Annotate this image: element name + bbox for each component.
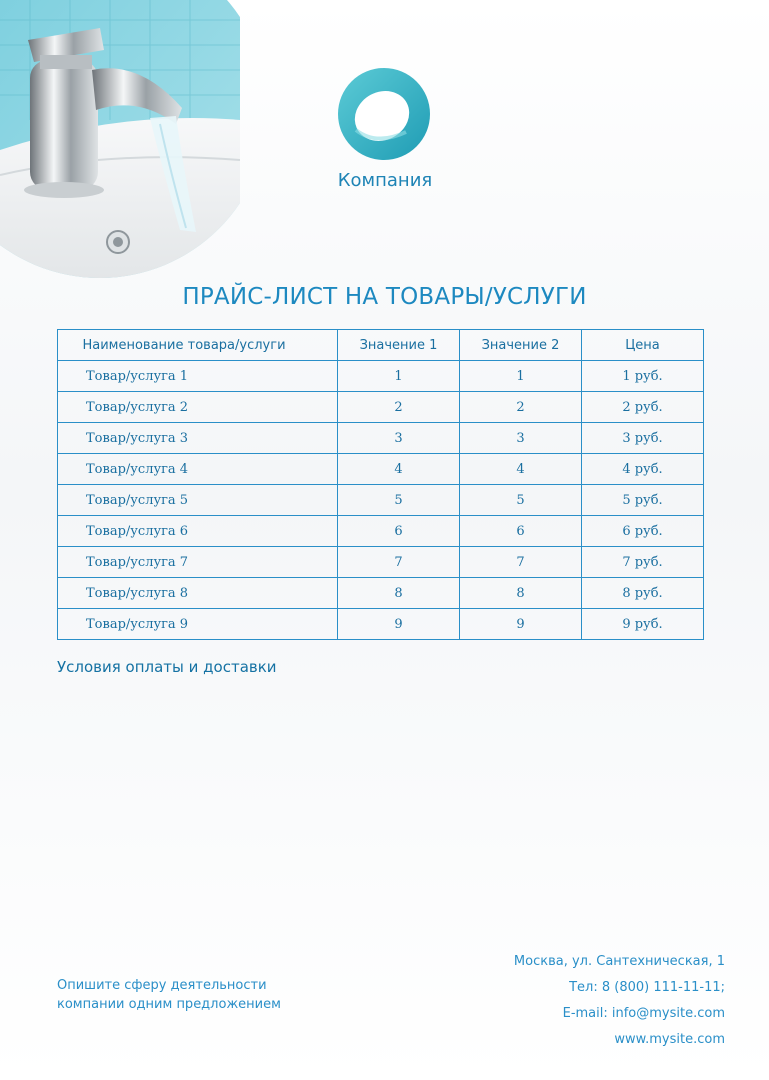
item-price: 9 руб. — [582, 609, 704, 640]
company-tagline — [57, 976, 337, 1014]
item-price: 2 руб. — [582, 392, 704, 423]
item-value1: 4 — [338, 454, 460, 485]
item-price: 4 руб. — [582, 454, 704, 485]
table-row — [58, 361, 704, 392]
item-value2: 9 — [460, 609, 582, 640]
item-name: Товар/услуга 9 — [58, 609, 338, 640]
item-name: Товар/услуга 5 — [58, 485, 338, 516]
table-row — [58, 485, 704, 516]
item-value2: 8 — [460, 578, 582, 609]
payment-delivery-heading: Условия оплаты и доставки — [57, 658, 277, 676]
column-header-value1: Значение 1 — [338, 330, 460, 361]
item-value2: 7 — [460, 547, 582, 578]
item-price: 6 руб. — [582, 516, 704, 547]
item-name: Товар/услуга 3 — [58, 423, 338, 454]
page-title: ПРАЙС-ЛИСТ НА ТОВАРЫ/УСЛУГИ — [182, 284, 587, 310]
item-price: 7 руб. — [582, 547, 704, 578]
table-row — [58, 609, 704, 640]
tagline-line-2: компании одним предложением — [57, 997, 281, 1012]
item-value1: 7 — [338, 547, 460, 578]
tagline-line-1: Опишите сферу деятельности — [57, 978, 267, 993]
item-value1: 9 — [338, 609, 460, 640]
item-value1: 5 — [338, 485, 460, 516]
item-value2: 4 — [460, 454, 582, 485]
company-name: Компания — [337, 170, 433, 191]
item-value2: 6 — [460, 516, 582, 547]
item-name: Товар/услуга 2 — [58, 392, 338, 423]
column-header-price: Цена — [582, 330, 704, 361]
table-header-row — [58, 330, 704, 361]
item-value2: 5 — [460, 485, 582, 516]
ring-logo-icon — [336, 66, 432, 162]
item-value2: 1 — [460, 361, 582, 392]
item-name: Товар/услуга 8 — [58, 578, 338, 609]
item-value2: 3 — [460, 423, 582, 454]
price-table — [57, 329, 704, 640]
table-row — [58, 578, 704, 609]
item-value2: 2 — [460, 392, 582, 423]
item-value1: 1 — [338, 361, 460, 392]
item-name: Товар/услуга 6 — [58, 516, 338, 547]
item-value1: 3 — [338, 423, 460, 454]
item-value1: 2 — [338, 392, 460, 423]
table-row — [58, 423, 704, 454]
item-value1: 8 — [338, 578, 460, 609]
item-name: Товар/услуга 7 — [58, 547, 338, 578]
item-price: 8 руб. — [582, 578, 704, 609]
table-row — [58, 454, 704, 485]
item-price: 3 руб. — [582, 423, 704, 454]
item-name: Товар/услуга 1 — [58, 361, 338, 392]
table-row — [58, 392, 704, 423]
column-header-name: Наименование товара/услуги — [58, 330, 338, 361]
contacts-block — [514, 951, 725, 1055]
email-text: E-mail: info@mysite.com — [562, 1006, 725, 1021]
column-header-value2: Значение 2 — [460, 330, 582, 361]
table-row — [58, 516, 704, 547]
item-price: 5 руб. — [582, 485, 704, 516]
website-text: www.mysite.com — [614, 1032, 725, 1047]
item-price: 1 руб. — [582, 361, 704, 392]
item-name: Товар/услуга 4 — [58, 454, 338, 485]
item-value1: 6 — [338, 516, 460, 547]
faucet-photo — [0, 0, 240, 280]
address-text: Москва, ул. Сантехническая, 1 — [513, 954, 725, 969]
table-row — [58, 547, 704, 578]
phone-text: Тел: 8 (800) 111-11-11; — [569, 980, 725, 995]
